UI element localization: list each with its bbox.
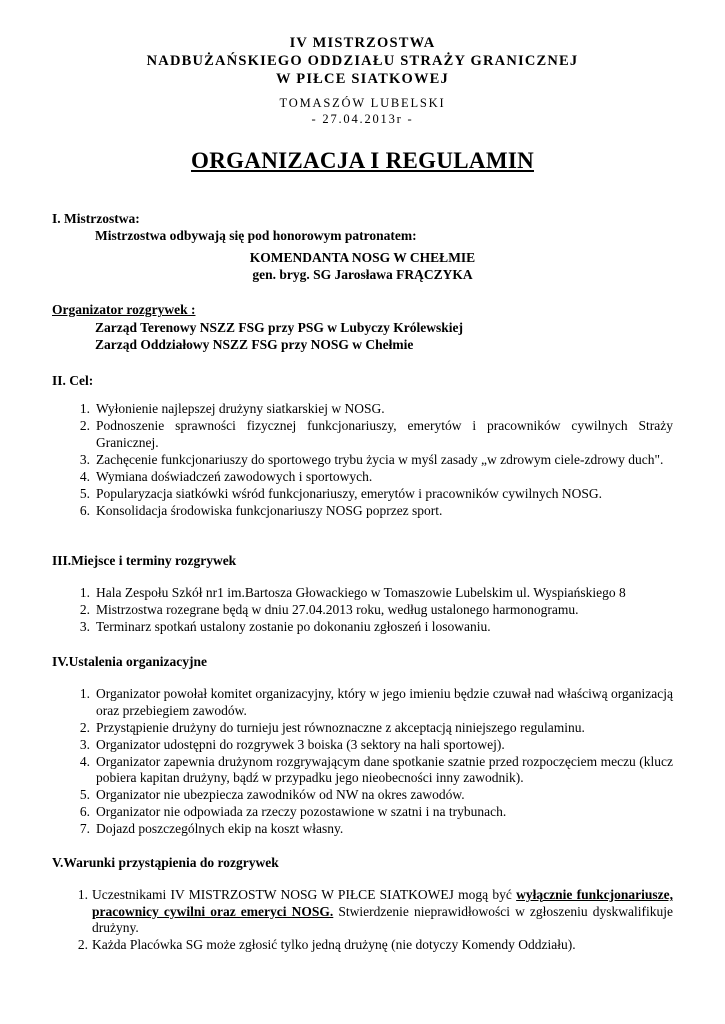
list-item: 5. Popularyzacja siatkówki wśród funkcjonariuszy, emerytów i pracowników cywilnych NOSG. — [79, 485, 603, 501]
patron-title: KOMENDANTA NOSG W CHEŁMIE — [249, 250, 476, 265]
list-item: 1. Uczestnikami IV MISTRZOSTW NOSG W PIŁCE SIATKOWEJ mogą być wyłącznie funkcjonariusze, pracownicy cywilni oraz emeryci NOSG. Stwierdzenie nieprawidłowości w zgłoszeniu dyskwalifikuje drużyny. — [77, 887, 674, 935]
list-item: 4. Wymiana doświadczeń zawodowych i sportowych. — [79, 468, 373, 484]
section5-heading: V.Warunki przystąpienia do rozgrywek — [52, 855, 279, 870]
header-place: TOMASZÓW LUBELSKI — [279, 96, 446, 110]
header-line-3: W PIŁCE SIATKOWEJ — [276, 71, 449, 87]
list-item: 2. Mistrzostwa rozegrane będą w dniu 27.04.2013 roku, według ustalonego harmonogramu. — [79, 602, 579, 617]
list-item: 3. Zachęcenie funkcjonariuszy do sportowego trybu życia w myśl zasady „w zdrowym ciele-zdrowy duch". — [79, 451, 664, 467]
list-item: 4. Organizator zapewnia drużynom rozgrywającym dane spotkanie szatnie przed rozpoczęciem meczu (klucz pobiera kapitan drużyny, bądź w przypadku jego nieobecności inny zawodnik). — [79, 753, 673, 785]
list-item: 2. Podnoszenie sprawności fizycznej funkcjonariuszy, emerytów i pracowników cywilnych Straży Granicznej. — [79, 418, 673, 450]
organizer-line-1: Zarząd Terenowy NSZZ FSG przy PSG w Lubyczy Królewskiej — [95, 320, 464, 335]
section2-heading: II. Cel: — [52, 373, 94, 388]
list-item: 1. Organizator powołał komitet organizacyjny, który w jego imieniu będzie czuwał nad właściwą organizacją oraz przebiegiem zawodów. — [79, 686, 673, 718]
list-item: 2. Przystąpienie drużyny do turnieju jest równoznaczne z akceptacją niniejszego regulaminu. — [79, 719, 585, 735]
organizer-line-2: Zarząd Oddziałowy NSZZ FSG przy NOSG w Chełmie — [95, 337, 414, 352]
section4-heading: IV.Ustalenia organizacyjne — [52, 654, 207, 669]
list-item: 1. Hala Zespołu Szkół nr1 im.Bartosza Głowackiego w Tomaszowie Lubelskim ul. Wyspiańskiego 8 — [79, 585, 626, 600]
list-item: 6. Organizator nie odpowiada za rzeczy pozostawione w szatni i na trybunach. — [79, 804, 507, 819]
list-item: 5. Organizator nie ubezpiecza zawodników od NW na okres zawodów. — [79, 787, 465, 802]
section4-list — [68, 686, 673, 838]
section1-heading: I. Mistrzostwa: — [52, 211, 140, 226]
organizer-heading: Organizator rozgrywek : — [52, 302, 196, 317]
list-item: 6. Konsolidacja środowiska funkcjonariuszy NOSG poprzez sport. — [79, 502, 443, 518]
section5-list — [72, 887, 673, 954]
section3-list — [68, 585, 680, 636]
list-item: 1. Wyłonienie najlepszej drużyny siatkarskiej w NOSG. — [79, 401, 385, 416]
header-line-2: NADBUŻAŃSKIEGO ODDZIAŁU STRAŻY GRANICZNEJ — [146, 53, 579, 69]
list-item: 3. Terminarz spotkań ustalony zostanie po dokonaniu zgłoszeń i losowaniu. — [79, 619, 491, 634]
section3-heading: III.Miejsce i terminy rozgrywek — [52, 553, 237, 568]
list-item: 3. Organizator udostępni do rozgrywek 3 boiska (3 sektory na hali sportowej). — [79, 736, 505, 752]
list-item: 7. Dojazd poszczególnych ekip na koszt własny. — [79, 821, 344, 836]
patron-name: gen. bryg. SG Jarosława FRĄCZYKA — [252, 267, 473, 282]
header-date: - 27.04.2013r - — [311, 112, 414, 126]
section2-list — [68, 401, 673, 520]
list-item: 2. Każda Placówka SG może zgłosić tylko jedną drużynę (nie dotyczy Komendy Oddziału). — [77, 937, 576, 952]
main-title: ORGANIZACJA I REGULAMIN — [191, 148, 534, 173]
section1-intro: Mistrzostwa odbywają się pod honorowym patronatem: — [95, 228, 417, 243]
header-line-1: IV MISTRZOSTWA — [289, 35, 436, 51]
